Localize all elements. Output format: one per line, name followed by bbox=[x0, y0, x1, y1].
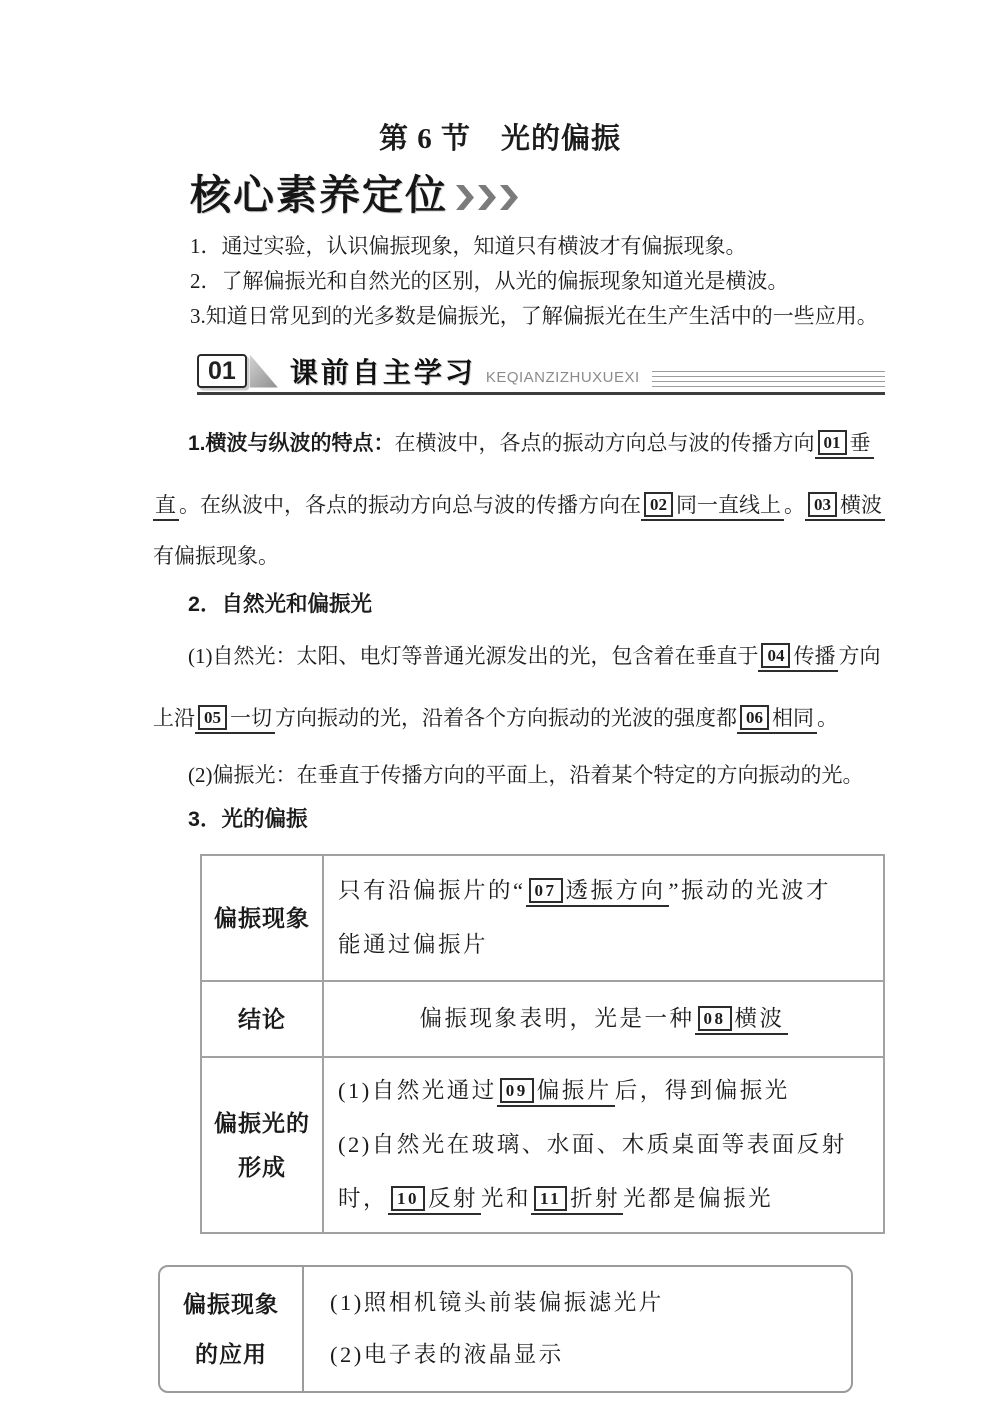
banner-ribbon-triangle-icon bbox=[250, 355, 278, 388]
fill-in-blank: 10 反射 bbox=[388, 1186, 481, 1215]
blank-number-box: 01 bbox=[818, 430, 847, 455]
row-header-polarized-light-formation bbox=[201, 1057, 323, 1233]
text-line: (1)自然光通过 09 偏振片 后，得到偏振光 bbox=[338, 1064, 877, 1118]
application-box-content bbox=[304, 1267, 851, 1391]
blank-number-box: 09 bbox=[500, 1078, 534, 1103]
fill-in-blank: 直 bbox=[153, 493, 179, 521]
page-title: 第 6 节 光的偏振 bbox=[378, 123, 621, 155]
fill-in-blank: 06 相同 bbox=[737, 706, 817, 734]
application-box-header bbox=[160, 1267, 304, 1391]
blank-number-box: 08 bbox=[698, 1006, 732, 1031]
blank-number-box: 03 bbox=[808, 492, 837, 517]
fill-in-blank: 05 一切 bbox=[195, 706, 275, 734]
row-content bbox=[323, 981, 884, 1057]
row-content bbox=[323, 855, 884, 981]
table-row bbox=[201, 1057, 884, 1233]
blank-number-box: 11 bbox=[534, 1186, 567, 1211]
text-line: 能通过偏振片 bbox=[338, 932, 489, 957]
text-line: 的应用 bbox=[195, 1341, 267, 1367]
core-literacy-title: 核心素养定位 bbox=[190, 172, 448, 218]
blank-number-box: 06 bbox=[740, 705, 769, 730]
blank-number-box: 07 bbox=[529, 878, 563, 903]
text-line: (2)自然光在玻璃、水面、木质桌面等表面反射 bbox=[338, 1132, 847, 1157]
blank-number-box: 05 bbox=[198, 705, 227, 730]
fill-in-blank: 04 传播 bbox=[758, 644, 838, 672]
text-line: 1.横波与纵波的特点：在横波中，各点的振动方向总与波的传播方向 01 垂 bbox=[188, 426, 1000, 461]
inline-bold-heading: 1.横波与纵波的特点： bbox=[188, 432, 395, 455]
fill-in-blank: 07 透振方向 bbox=[526, 878, 669, 907]
blank-number-box: 02 bbox=[644, 492, 673, 517]
text-line: 偏振现象表明，光是一种 08 横波 bbox=[330, 992, 877, 1046]
text-line: 上沿 05 一切 方向振动的光，沿着各个方向振动的光波的强度都 06 相同 。 bbox=[153, 701, 1000, 735]
row-header-conclusion bbox=[201, 981, 323, 1057]
section-banner bbox=[197, 350, 885, 395]
blank-number-box: 04 bbox=[761, 643, 790, 668]
triple-chevron-icon bbox=[456, 185, 518, 210]
application-box bbox=[158, 1265, 853, 1393]
objective-item: 2．了解偏振光和自然光的区别，从光的偏振现象知道光是横波。 bbox=[190, 269, 789, 293]
table-row bbox=[201, 981, 884, 1057]
section-subtitle-pinyin: KEQIANZIZHUXUEXI bbox=[485, 368, 640, 386]
table-row bbox=[201, 855, 884, 981]
fill-in-blank: 02 同一直线上 bbox=[641, 493, 784, 521]
text-line: 直 。在纵波中，各点的振动方向总与波的传播方向在 02 同一直线上 。 03 横波 bbox=[153, 488, 1000, 522]
text-line: (1)照相机镜头前装偏振滤光片 bbox=[330, 1290, 664, 1315]
text-line: 偏振光的 bbox=[214, 1110, 310, 1136]
chevron-right-icon bbox=[500, 185, 518, 210]
text-line: 偏振现象 bbox=[214, 905, 310, 931]
blank-number-box: 10 bbox=[391, 1186, 425, 1211]
subheading-light-polarization: 3．光的偏振 bbox=[188, 807, 308, 831]
chevron-right-icon bbox=[478, 185, 496, 210]
row-header-polarization-phenomenon bbox=[201, 855, 323, 981]
polarization-summary-table bbox=[200, 854, 885, 1234]
text-line: 有偏振现象。 bbox=[153, 544, 279, 568]
fill-in-blank: 08 横波 bbox=[695, 1006, 788, 1035]
row-content bbox=[323, 1057, 884, 1233]
text-line: 结论 bbox=[238, 1006, 286, 1032]
banner-rule-lines bbox=[652, 371, 885, 388]
learning-objectives bbox=[190, 229, 900, 333]
section-title: 课前自主学习 bbox=[289, 357, 476, 388]
text-line: (2)电子表的液晶显示 bbox=[330, 1342, 564, 1367]
study-section bbox=[153, 426, 1000, 835]
fill-in-blank: 11 折射 bbox=[531, 1186, 623, 1215]
text-line: 时， 10 反射 光和 11 折射 光都是偏振光 bbox=[338, 1172, 877, 1226]
text-line: 只有沿偏振片的“ 07 透振方向 ”振动的光波才 bbox=[338, 864, 877, 918]
core-literacy-header bbox=[190, 173, 1000, 217]
objective-item: 1．通过实验，认识偏振现象，知道只有横波才有偏振现象。 bbox=[190, 234, 747, 258]
fill-in-blank: 03 横波 bbox=[805, 493, 885, 521]
objective-item: 3.知道日常见到的光多数是偏振光，了解偏振光在生产生活中的一些应用。 bbox=[190, 304, 878, 328]
text-line: 形成 bbox=[238, 1154, 286, 1180]
text-line: (1)自然光：太阳、电灯等普通光源发出的光，包含着在垂直于 04 传播 方向 bbox=[188, 639, 1000, 673]
fill-in-blank: 01 垂 bbox=[815, 431, 874, 459]
chevron-right-icon bbox=[456, 185, 474, 210]
fill-in-blank: 09 偏振片 bbox=[497, 1078, 615, 1107]
section-number-badge: 01 bbox=[197, 354, 247, 388]
text-line: 偏振现象 bbox=[183, 1291, 279, 1317]
subheading-natural-and-polarized-light: 2．自然光和偏振光 bbox=[188, 592, 372, 616]
text-line: (2)偏振光：在垂直于传播方向的平面上，沿着某个特定的方向振动的光。 bbox=[188, 763, 864, 787]
